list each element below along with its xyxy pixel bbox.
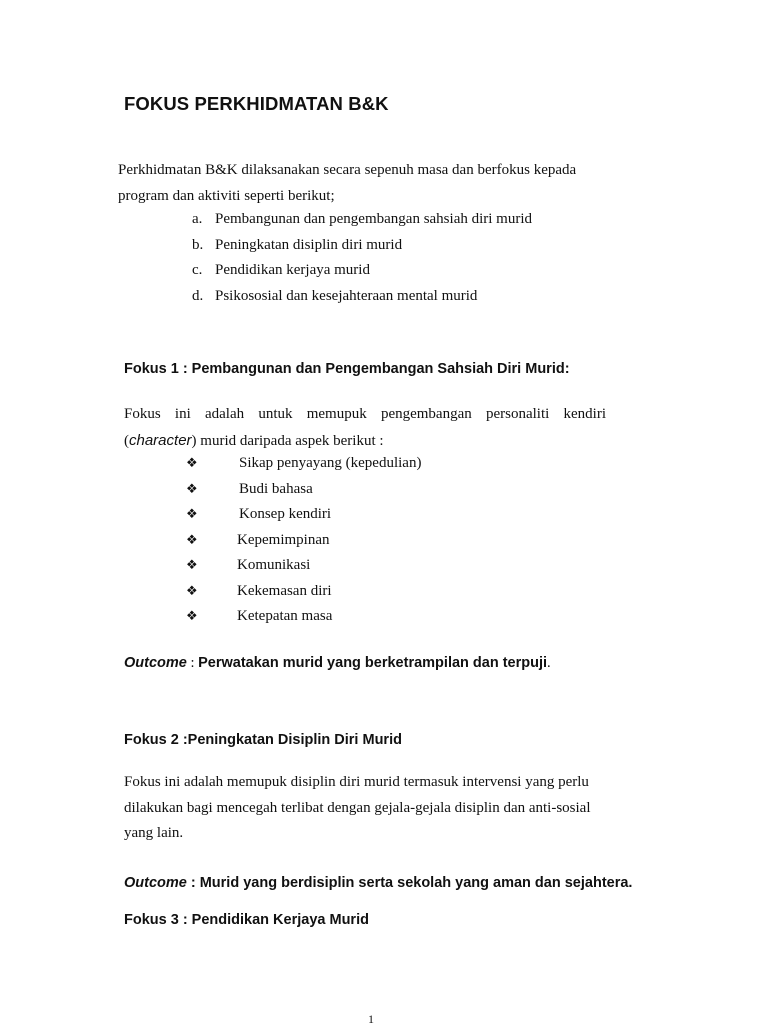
list-item-text: Psikososial dan kesejahteraan mental murid: [215, 287, 478, 304]
list-item-text: Peningkatan disiplin diri murid: [215, 236, 403, 253]
outcome-text: Perwatakan murid yang berketrampilan dan terpuji: [198, 655, 548, 671]
list-item: [186, 578, 421, 604]
list-item-text: Ketepatan masa: [237, 608, 333, 624]
outcome-label: Outcome: [124, 875, 187, 891]
page-number: 1: [368, 1012, 374, 1026]
list-item: [186, 476, 421, 502]
diamond-bullet-icon: ❖: [186, 582, 198, 598]
outcome-end: .: [547, 655, 551, 671]
list-item: [186, 603, 421, 629]
list-item: [192, 284, 532, 310]
list-item: [192, 258, 532, 284]
diamond-bullet-icon: ❖: [186, 455, 198, 470]
diamond-bullet-icon: ❖: [186, 480, 198, 496]
list-item: [186, 552, 421, 578]
list-item-text: Kepemimpinan: [237, 531, 330, 548]
list-item-text: Pembangunan dan pengembangan sahsiah diri murid: [215, 211, 533, 227]
intro-paragraph: Perkhidmatan B&K dilaksanakan secara sepenuh masa dan berfokus kepada program dan aktiviti seperti berikut;: [118, 162, 577, 204]
focus3-heading: Fokus 3 : Pendidikan Kerjaya Murid: [124, 912, 369, 928]
list-item-text: Sikap penyayang (kepedulian): [239, 455, 422, 471]
focus2-outcome: [124, 875, 632, 892]
page-title: FOKUS PERKHIDMATAN B&K: [124, 93, 389, 114]
outcome-separator: :: [186, 655, 199, 671]
list-item-text: Pendidikan kerjaya murid: [215, 262, 370, 278]
list-item-text: Komunikasi: [237, 557, 311, 573]
focus2-heading: Fokus 2 :Peningkatan Disiplin Diri Murid: [124, 732, 402, 748]
focus1-para-end: ) murid daripada aspek berikut :: [191, 432, 384, 449]
list-marker: a.: [192, 211, 203, 227]
list-item-text: Konsep kendiri: [239, 506, 332, 522]
diamond-bullet-icon: ❖: [186, 608, 198, 623]
list-item: [186, 501, 421, 527]
list-item: [186, 527, 421, 553]
outcome-label: Outcome: [124, 655, 187, 671]
list-item-text: Budi bahasa: [239, 480, 313, 497]
list-item: [192, 207, 532, 233]
list-item-text: Kekemasan diri: [237, 582, 332, 599]
list-item: [186, 450, 421, 476]
list-marker: c.: [192, 262, 203, 278]
diamond-bullet-icon: ❖: [186, 557, 198, 572]
list-item: [192, 233, 532, 259]
focus1-para-start: Fokus ini adalah untuk memupuk pengembangan personaliti kendiri (: [124, 406, 606, 449]
focus2-paragraph: Fokus ini adalah memupuk disiplin diri murid termasuk intervensi yang perlu dilakukan bagi mencegah terlibat dengan gejala-gejala disiplin dan anti-sosial yang lain.: [124, 774, 591, 841]
list-marker: d.: [192, 287, 204, 304]
focus1-outcome: [124, 655, 551, 672]
diamond-bullet-icon: ❖: [186, 506, 198, 521]
focus1-aspects-list: [186, 450, 421, 629]
focus1-para-term: character: [129, 431, 192, 449]
outcome-text: : Murid yang berdisiplin serta sekolah yang aman dan sejahtera.: [186, 875, 633, 891]
focus1-paragraph: [124, 402, 606, 454]
list-marker: b.: [192, 236, 204, 253]
focus-areas-list: [192, 207, 532, 309]
focus1-heading: Fokus 1 : Pembangunan dan Pengembangan Sahsiah Diri Murid:: [124, 361, 570, 377]
diamond-bullet-icon: ❖: [186, 531, 198, 547]
